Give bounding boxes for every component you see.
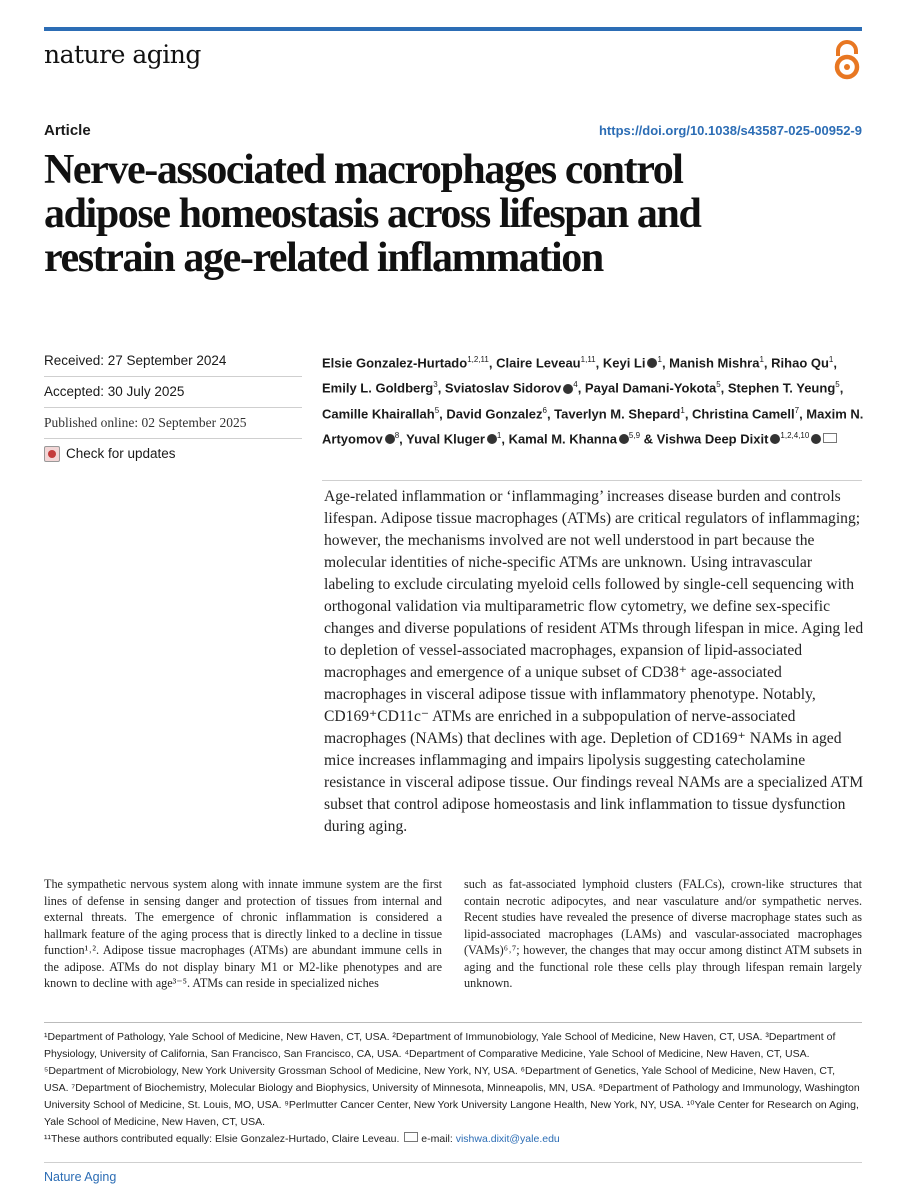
body-paragraph: such as fat-associated lymphoid clusters (FALCs), crown-like structures that contain necrotic adipocytes, and near vasculature and/or sympathetic nerves. Recent studies have revealed the presence of diverse macrophage states such as lipid-associated macrophages (LAMs) and vascular-associated macrophages (VAMs)⁶˒⁷; however, the changes that may occur among distinct ATM subsets in aging and the functional role these cells play through lifespan remain largely unknown. xyxy=(464,877,862,990)
author-affil: 6 xyxy=(542,405,547,415)
orcid-icon[interactable] xyxy=(647,358,657,368)
author-name[interactable]: , Camille Khairallah xyxy=(322,380,844,421)
journal-logo[interactable]: nature aging xyxy=(44,40,201,69)
author-name[interactable]: , Rihao Qu xyxy=(763,355,829,371)
orcid-icon[interactable] xyxy=(563,384,573,394)
title-line: adipose homeostasis across lifespan and xyxy=(44,191,701,237)
author-name[interactable]: , Payal Damani-Yokota xyxy=(577,380,717,396)
orcid-icon[interactable] xyxy=(385,434,395,444)
author-name[interactable]: , Taverlyn M. Shepard xyxy=(546,405,681,421)
divider xyxy=(322,480,862,481)
check-updates-button[interactable] xyxy=(44,438,302,469)
author-affil: 1 xyxy=(680,405,685,415)
published-date: Published online: 02 September 2025 xyxy=(44,407,302,438)
author-affil: 1,2,11 xyxy=(467,355,489,364)
author-list xyxy=(322,349,867,450)
email-label: e-mail: xyxy=(421,1133,453,1145)
orcid-icon[interactable] xyxy=(770,434,780,444)
orcid-icon[interactable] xyxy=(487,434,497,444)
author-name[interactable]: Elsie Gonzalez-Hurtado xyxy=(322,355,468,371)
author-affil: 5 xyxy=(434,405,440,415)
body-column-2 xyxy=(464,876,862,992)
open-access-icon xyxy=(830,40,864,80)
author-name[interactable]: , Kamal M. Khanna xyxy=(501,431,617,447)
author-affil: 1 xyxy=(828,355,834,364)
divider xyxy=(44,1162,862,1163)
body-paragraph: The sympathetic nervous system along with innate immune system are the first lines of defense in sensing danger and protection of tissues from internal and external threats. The emergence of chronic inflammation is considered a hallmark feature of the aging process that is directly linked to a decline in tissue function¹˒². Adipose tissue macrophages (ATMs) are abundant immune cells in the adipose. ATMs do not display binary M1 or M2-like phenotypes and are known to decline with age³⁻⁵. ATMs can reside in specialized niches xyxy=(44,877,442,990)
author-name[interactable]: , Manish Mishra xyxy=(661,355,760,371)
affiliation-text: ¹Department of Pathology, Yale School of Medicine, New Haven, CT, USA. ²Department of Immunobiology, Yale School of Medicine, New Haven, CT, USA. ³Department of Physiology, University of California, San Francisco, San Francisco, CA, USA. ⁴Department of Comparative Medicine, Yale School of Medicine, New Haven, CT, USA. ⁵Department of Microbiology, New York University Grossman School of Medicine, New York, NY, USA. ⁶Department of Genetics, Yale School of Medicine, New Haven, CT, USA. ⁷Department of Biochemistry, Molecular Biology and Biophysics, University of Minnesota, Minneapolis, MN, USA. ⁸Department of Pathology and Immunology, Washington University School of Medicine, St. Louis, MO, USA. ⁹Perlmutter Cancer Center, New York University Langone Health, New York, NY, USA. ¹⁰Yale Center for Research on Aging, Yale School of Medicine, New Haven, CT, USA. xyxy=(44,1031,860,1128)
author-name[interactable]: , Keyi Li xyxy=(595,355,646,371)
author-name[interactable]: , Stephen T. Yeung xyxy=(720,380,836,396)
check-updates-icon xyxy=(44,446,60,462)
author-affil: 7 xyxy=(794,405,800,415)
title-line: Nerve-associated macrophages control xyxy=(44,147,683,193)
author-affil: 1 xyxy=(759,355,764,364)
author-affil: 3 xyxy=(433,380,438,390)
author-affil: 1 xyxy=(657,355,662,364)
accepted-date: Accepted: 30 July 2025 xyxy=(44,376,302,407)
author-name[interactable]: & Vishwa Deep Dixit xyxy=(640,431,769,447)
check-updates-label: Check for updates xyxy=(66,446,176,461)
envelope-icon xyxy=(404,1132,418,1142)
orcid-icon[interactable] xyxy=(811,434,821,444)
title-line: restrain age-related inflammation xyxy=(44,235,603,281)
divider xyxy=(44,1022,862,1023)
received-date: Received: 27 September 2024 xyxy=(44,353,227,368)
author-affil: 8 xyxy=(394,430,400,440)
contribution-note xyxy=(44,1131,862,1148)
affiliations xyxy=(44,1029,862,1148)
body-column-1 xyxy=(44,876,442,992)
author-affil: 5 xyxy=(835,380,840,390)
article-type: Article xyxy=(44,122,91,139)
envelope-icon[interactable] xyxy=(823,433,837,443)
email-link[interactable]: vishwa.dixit@yale.edu xyxy=(455,1133,560,1145)
author-affil: 1 xyxy=(496,430,502,440)
author-name[interactable]: , Christina Camell xyxy=(684,405,795,421)
author-affil: 4 xyxy=(573,380,578,390)
author-name[interactable]: , Maxim N. Artyomov xyxy=(322,405,864,447)
author-affil: 5 xyxy=(716,380,721,390)
dates-panel xyxy=(44,346,302,469)
journal-footer[interactable]: Nature Aging xyxy=(44,1170,117,1184)
author-affil: 1,2,4,10 xyxy=(780,430,810,440)
equal-contribution: ¹¹These authors contributed equally: Elsie Gonzalez-Hurtado, Claire Leveau. xyxy=(44,1133,400,1145)
abstract xyxy=(324,486,864,838)
author-affil: 1,11 xyxy=(580,355,596,364)
author-name[interactable]: , Yuval Kluger xyxy=(399,431,485,447)
author-name[interactable]: , Claire Leveau xyxy=(488,355,581,371)
author-name[interactable]: , Emily L. Goldberg xyxy=(322,355,837,396)
author-affil: 5,9 xyxy=(628,430,641,440)
orcid-icon[interactable] xyxy=(619,434,629,444)
top-accent-bar xyxy=(44,27,862,31)
author-name[interactable]: , David Gonzalez xyxy=(439,405,543,421)
abstract-text: Age-related inflammation or ‘inflammaging’ increases disease burden and controls lifespan. Adipose tissue macrophages (ATMs) are critical regulators of inflammaging; however, the mechanisms involved are not well understood in part because the molecular identities of niche-specific ATMs are unknown. Using intravascular labeling to exclude circulating myeloid cells followed by single-cell sequencing with orthogonal validation via multiparametric flow cytometry, we define sex-specific changes and diverse populations of resident ATMs through lifespan in mice. Aging led to depletion of vessel-associated macrophages, expansion of lipid-associated macrophages and emergence of a unique subset of CD38⁺ age-associated macrophages in visceral adipose tissue with inflammatory phenotype. Notably, CD169⁺CD11c⁻ ATMs are enriched in a subpopulation of nerve-associated macrophages (NAMs) that declines with age. Depletion of CD169⁺ NAMs in aged mice increases inflammaging and impairs lipolysis suggesting catecholamine resistance in visceral adipose tissue. Our findings reveal NAMs are a specialized ATM subset that control adipose homeostasis and link inflammation to tissue dysfunction during aging. xyxy=(324,488,864,835)
doi-link[interactable]: https://doi.org/10.1038/s43587-025-00952-9 xyxy=(598,123,862,138)
article-title xyxy=(44,148,864,280)
author-name[interactable]: , Sviatoslav Sidorov xyxy=(437,380,562,396)
